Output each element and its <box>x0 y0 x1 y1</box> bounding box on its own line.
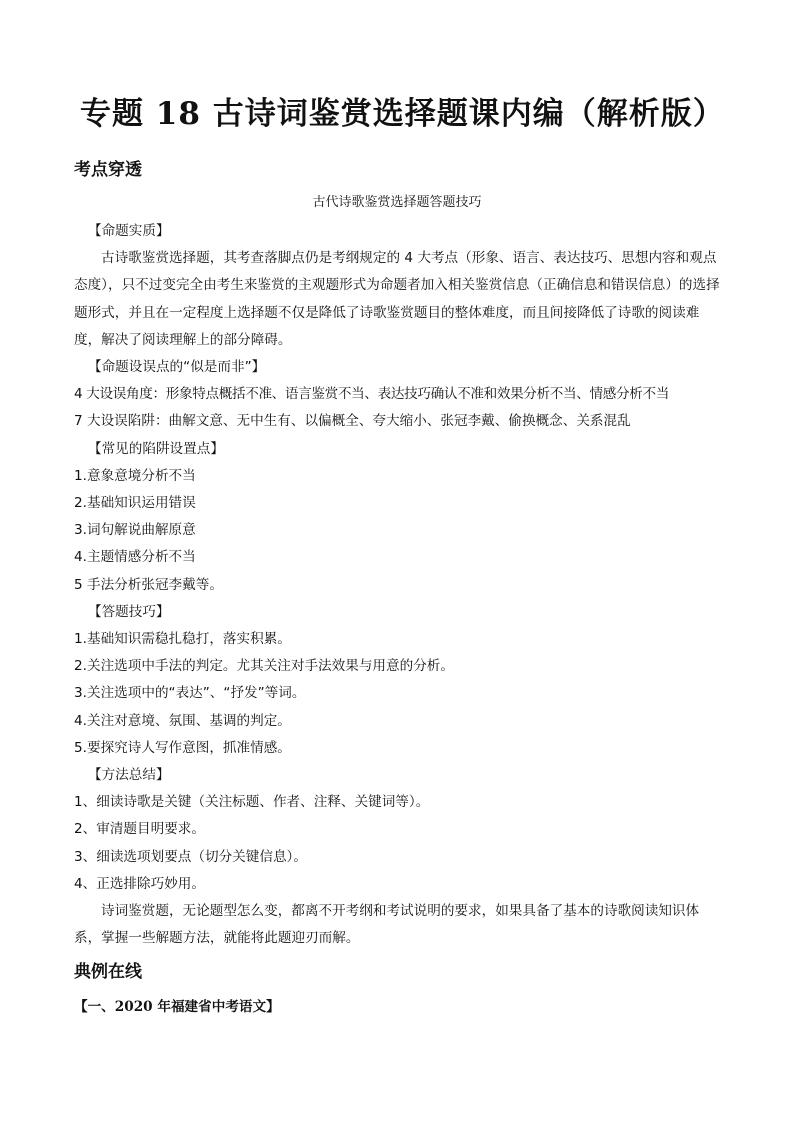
list-item: 3.关注选项中的“表达”、“抒发”等词。 <box>74 685 306 702</box>
list-item: 4.关注对意境、氛围、基调的判定。 <box>74 712 291 729</box>
document-body <box>74 218 722 952</box>
section-heading-dianli: 典例在线 <box>74 962 142 982</box>
block-heading-mingti: 【命题实质】 <box>88 223 170 239</box>
dati-list <box>74 626 722 762</box>
paragraph-mingti: 古诗歌鉴赏选择题，其考查落脚点仍是考纲规定的 4 大考点（形象、语言、表达技巧、思想内容和观点态度），只不过变完全由考生来鉴赏的主观题形式为命题者加入相关鉴赏信息（正确信息和错误信息）的选择题形式，并且在一定程度上选择题不仅是降低了诗歌鉴赏题目的整体难度，而且间接降低了诗歌的阅读难度，解决了阅读理解上的部分障碍。 <box>74 250 720 348</box>
block-heading-sheWu: 【命题设误点的“似是而非”】 <box>88 359 266 376</box>
list-item: 1.基础知识需稳扎稳打，落实积累。 <box>74 631 291 648</box>
list-item: 2.基础知识运用错误 <box>74 495 196 512</box>
page-title: 专题 18 古诗词鉴赏选择题课内编（解析版） <box>80 96 725 132</box>
shewu-angles-line: 4 大设误角度：形象特点概括不准、语言鉴赏不当、表达技巧确认不准和效果分析不当、情感分析不当 <box>74 386 669 403</box>
list-item: 4.主题情感分析不当 <box>74 549 196 566</box>
block-heading-xianjing: 【常见的陷阱设置点】 <box>88 440 224 457</box>
xianjing-list <box>74 463 722 599</box>
example-heading: 【一、2020 年福建省中考语文】 <box>74 999 280 1015</box>
list-item: 5 手法分析张冠李戴等。 <box>74 576 223 593</box>
section-heading-kaodian: 考点穿透 <box>74 160 142 180</box>
block-heading-dati: 【答题技巧】 <box>88 603 170 620</box>
shewu-traps-line: 7 大设误陷阱：曲解文意、无中生有、以偏概全、夸大缩小、张冠李戴、偷换概念、关系混乱 <box>74 413 631 430</box>
list-item: 2、审清题目明要求。 <box>74 821 205 838</box>
list-item: 3.词句解说曲解原意 <box>74 522 196 539</box>
list-item: 4、正选排除巧妙用。 <box>74 875 205 892</box>
list-item: 2.关注选项中手法的判定。尤其关注对手法效果与用意的分析。 <box>74 658 454 675</box>
block-heading-fangfa: 【方法总结】 <box>88 767 170 784</box>
fangfa-list <box>74 789 722 898</box>
list-item: 5.要探究诗人写作意图，抓准情感。 <box>74 739 291 756</box>
conclusion-paragraph: 诗词鉴赏题，无论题型怎么变，都离不开考纲和考试说明的要求，如果具备了基本的诗歌阅读知识体系，掌握一些解题方法，就能将此题迎刃而解。 <box>74 903 700 947</box>
list-item: 1、细读诗歌是关键（关注标题、作者、注释、关键词等）。 <box>74 794 430 811</box>
section-subtitle: 古代诗歌鉴赏选择题答题技巧 <box>312 195 482 210</box>
list-item: 1.意象意境分析不当 <box>74 467 196 484</box>
list-item: 3、细读选项划要点（切分关键信息）。 <box>74 848 307 865</box>
